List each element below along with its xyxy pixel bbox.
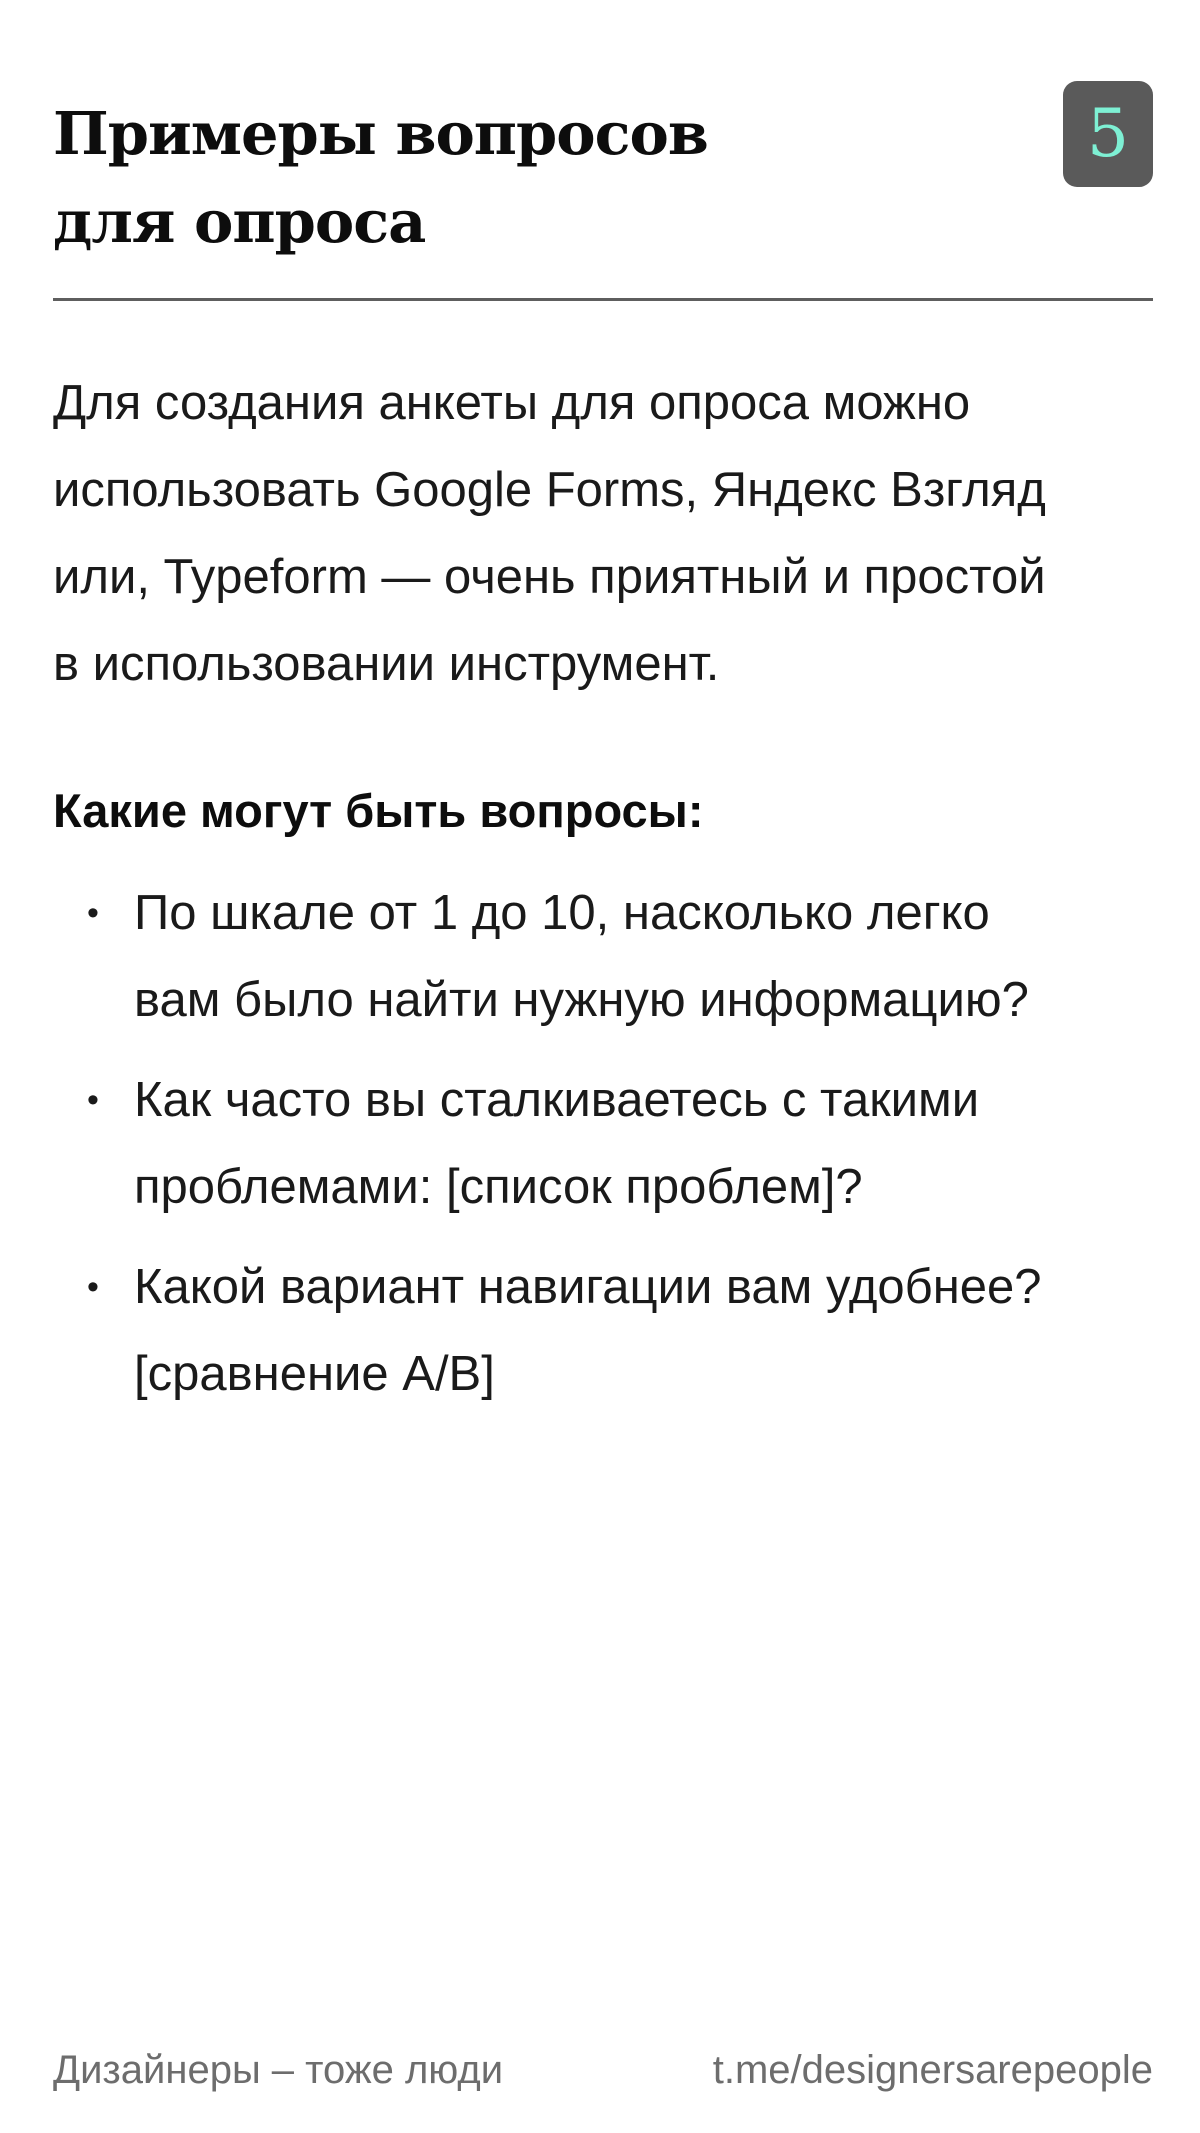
questions-heading: Какие могут быть вопросы: <box>53 784 704 837</box>
page-title-line: для опроса <box>53 187 426 256</box>
intro-line: Для создания анкеты для опроса можно <box>53 376 971 430</box>
questions-list <box>53 870 1153 1431</box>
intro-line: или, Typeform — очень приятный и простой <box>53 550 1046 604</box>
list-item-line: вам было найти нужную информацию? <box>134 973 1029 1027</box>
footer <box>53 2040 1153 2100</box>
header-divider <box>53 298 1153 301</box>
list-item-line: По шкале от 1 до 10, насколько легко <box>134 886 990 940</box>
bullet-icon: • <box>87 1268 99 1306</box>
bullet-icon: • <box>87 1081 99 1119</box>
footer-brand: Дизайнеры – тоже люди <box>53 2048 504 2092</box>
list-item-line: Какой вариант навигации вам удобнее? <box>134 1260 1042 1314</box>
list-item-line: [сравнение А/В] <box>134 1347 495 1401</box>
list-item <box>53 1057 1153 1231</box>
slide-header <box>53 90 1153 266</box>
intro-paragraph <box>53 360 1153 708</box>
page-title <box>53 90 1153 266</box>
list-item <box>53 870 1153 1044</box>
list-item-line: проблемами: [список проблем]? <box>134 1160 863 1214</box>
list-item <box>53 1244 1153 1418</box>
intro-line: использовать Google Forms, Яндекс Взгляд <box>53 463 1046 517</box>
bullet-icon: • <box>87 894 99 932</box>
page-title-line: Примеры вопросов <box>53 99 708 168</box>
intro-line: в использовании инструмент. <box>53 637 720 691</box>
list-item-line: Как часто вы сталкиваетесь с такими <box>134 1073 980 1127</box>
footer-link[interactable]: t.me/designersarepeople <box>712 2048 1153 2092</box>
page-number-badge: 5 <box>1063 81 1153 187</box>
